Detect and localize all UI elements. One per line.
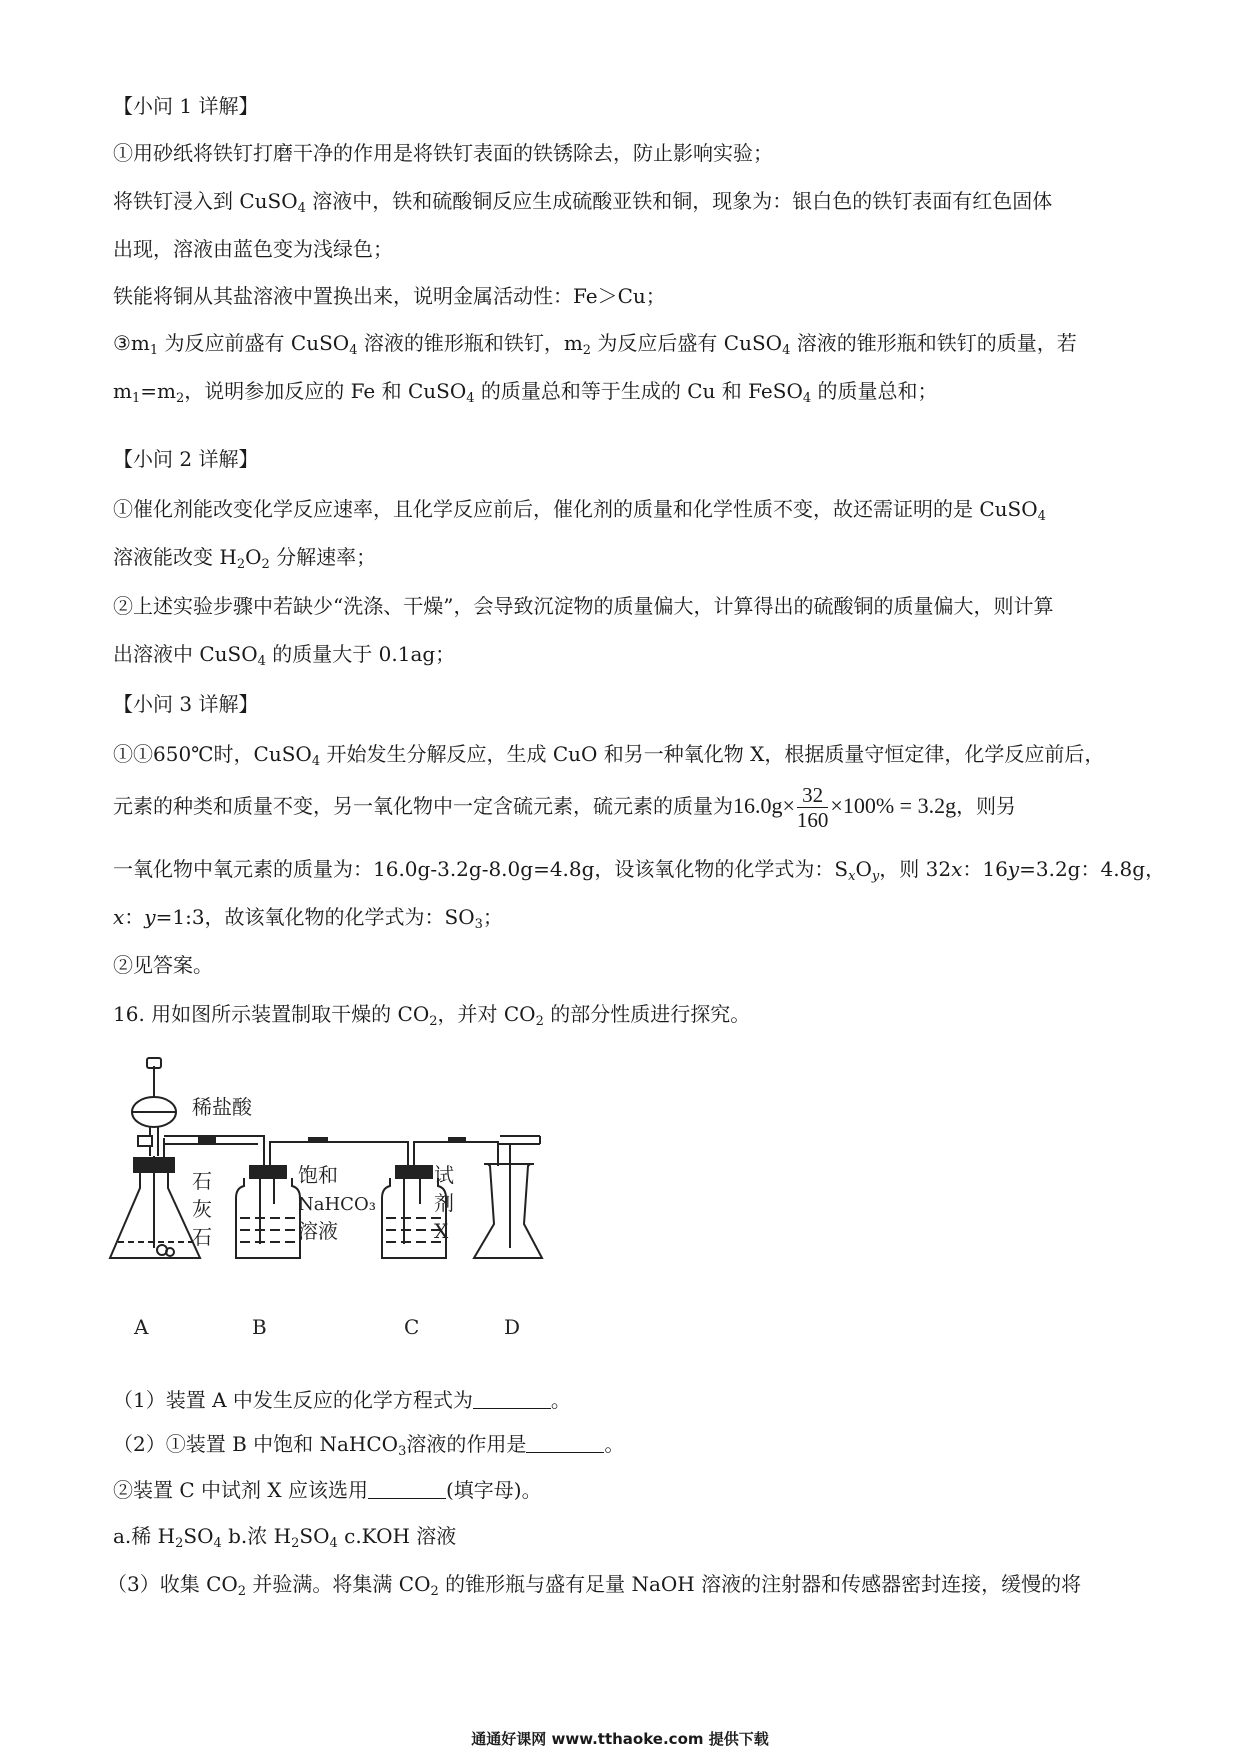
label-device-b: B [252,1315,267,1339]
label-b-3: 溶液 [298,1219,338,1243]
label-device-c: C [404,1315,420,1339]
label-limestone-2: 灰 [192,1197,212,1221]
q16-part-2-2: ②装置 C 中试剂 X 应该选用 (填字母)。 [113,1478,542,1502]
q1-header: 【小问 1 详解】 [113,94,259,118]
q3-line-3: 一氧化物中氧元素的质量为：16.0g-3.2g-8.0g=4.8g，设该氧化物的化学式为：$S_xO_y$，则 32x：16y=3.2g：4.8g， [113,857,1166,884]
q16-part-3: （3）收集 $CO_2$ 并验满。将集满 $CO_2$ 的锥形瓶与盛有足量 NaOH 溶液的注射器和传感器密封连接，缓慢的将 [107,1572,1082,1599]
q1-line-3: 出现，溶液由蓝色变为浅绿色； [113,237,393,261]
label-device-d: D [504,1315,521,1339]
q16-stem: 16. 用如图所示装置制取干燥的 $CO_2$，并对 $CO_2$ 的部分性质进行探究。 [113,1002,751,1029]
q3-header: 【小问 3 详解】 [113,692,259,716]
label-device-a: A [134,1315,149,1339]
q3-line-4: x：y=1:3，故该氧化物的化学式为：$SO_3$； [113,905,503,932]
q3-line-5: ②见答案。 [113,953,213,977]
q1-line-5: $③m_1$ 为反应前盛有 CuSO$_4$ 溶液的锥形瓶和铁钉，$m_2$ 为反应后盛有 CuSO$_4$ 溶液的锥形瓶和铁钉的质量，若 [113,331,1077,358]
q3-line-2: 元素的种类和质量不变，另一氧化物中一定含硫元素，硫元素的质量为16.0g× $\frac{32}{160}$ ×100% = 3.2g，则另 [113,783,1017,833]
q2-line-4: 出溶液中 CuSO$_4$ 的质量大于 0.1ag； [113,642,456,669]
q2-line-2: 溶液能改变 $H_2O_2$ 分解速率； [113,545,377,572]
label-b-2: NaHCO₃ [298,1194,376,1215]
device-d-collecting-flask [474,1144,542,1258]
q2-header: 【小问 2 详解】 [113,447,259,471]
q1-line-4: 铁能将铜从其盐溶液中置换出来，说明金属活动性：Fe＞Cu； [113,284,666,308]
label-c-3: X [434,1219,449,1243]
label-b-1: 饱和 [298,1163,338,1187]
answer-blank-3 [368,1478,446,1499]
label-limestone-3: 石 [192,1225,212,1249]
device-b-wash-bottle [236,1166,300,1258]
q2-line-1: ①催化剂能改变化学反应速率，且化学反应前后，催化剂的质量和化学性质不变，故还需证明的是 CuSO$_4$ [113,497,1046,524]
q1-line-2: 将铁钉浸入到 CuSO$_4$ 溶液中，铁和硫酸铜反应生成硫酸亚铁和铜，现象为：银白色的铁钉表面有红色固体 [113,189,1053,216]
q1-line-1: ①用砂纸将铁钉打磨干净的作用是将铁钉表面的铁锈除去，防止影响实验； [113,141,773,165]
label-c-1: 试 [434,1163,454,1187]
answer-blank-2 [526,1432,604,1453]
q16-part-2: （2）①装置 B 中饱和 NaHCO$_3$溶液的作用是 。 [113,1432,625,1459]
answer-blank-1 [473,1388,551,1409]
label-acid: 稀盐酸 [192,1095,252,1119]
label-limestone-1: 石 [192,1169,212,1193]
q16-part-1: （1）装置 A 中发生反应的化学方程式为 。 [113,1388,571,1412]
formula-sulfur-mass: 16.0g× $\frac{32}{160}$ ×100% = 3.2g [733,783,957,833]
page-footer: 通通好课网 www.tthaoke.com 提供下载 [471,1730,769,1748]
label-c-2: 剂 [434,1191,454,1215]
q3-line-1: ①①650℃时，CuSO$_4$ 开始发生分解反应，生成 CuO 和另一种氧化物 X，根据质量守恒定律，化学反应前后， [113,742,1105,769]
apparatus-diagram [108,1048,668,1348]
q16-options: a.稀 $H_2SO_4$ b.浓 $H_2SO_4$ c.KOH 溶液 [113,1524,457,1551]
q1-line-6: $m_1=m_2$，说明参加反应的 Fe 和 CuSO$_4$ 的质量总和等于生成的 Cu 和 FeSO$_4$ 的质量总和； [113,379,938,406]
q2-line-3: ②上述实验步骤中若缺少“洗涤、干燥”，会导致沉淀物的质量偏大，计算得出的硫酸铜的质量偏大，则计算 [113,594,1054,618]
device-a-flask [110,1058,200,1258]
